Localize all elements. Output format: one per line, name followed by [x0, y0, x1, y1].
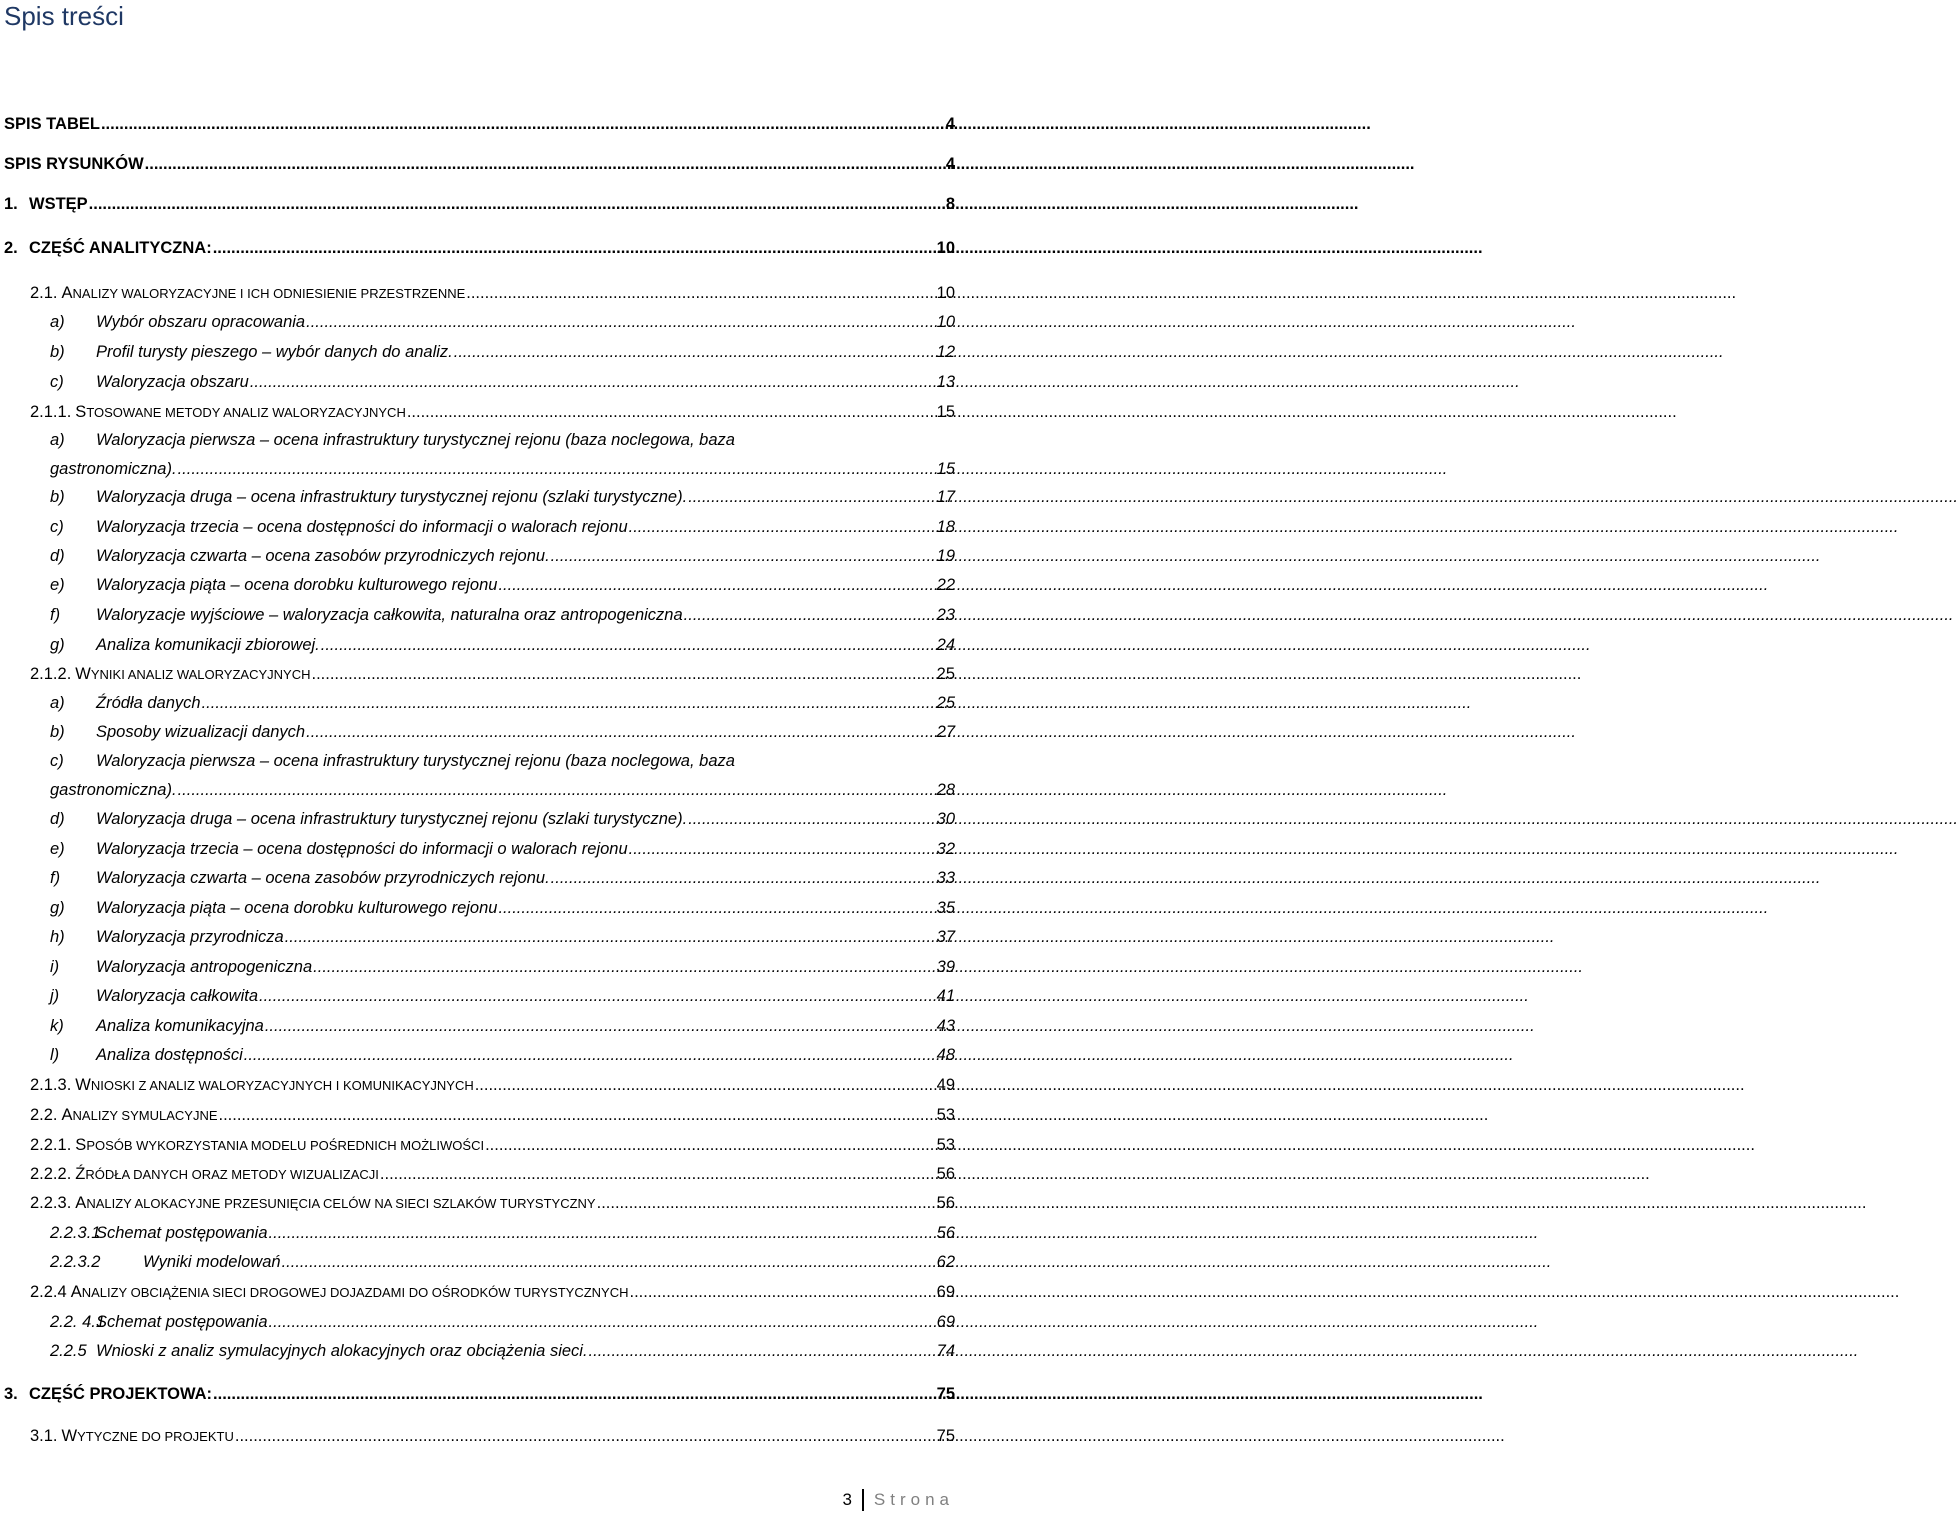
toc-entry-number: 2.	[4, 239, 18, 257]
toc-entry-number: g)	[50, 636, 65, 654]
toc-page-number: 53	[936, 1106, 955, 1124]
toc-entry-title: Analiza komunikacji zbiorowej.	[96, 636, 320, 654]
toc-entry-number: 3.1.	[30, 1427, 58, 1445]
toc-page-number: 22	[936, 576, 955, 594]
toc-entry-number: j)	[50, 987, 60, 1005]
toc-leader-dots	[688, 807, 935, 831]
toc-entry-title: CZĘŚĆ PROJEKTOWA:	[29, 1385, 213, 1403]
toc-entry-title: Sposoby wizualizacji danych	[96, 723, 306, 741]
toc-leader-dots	[235, 1424, 936, 1448]
toc-entry-title: Analiza dostępności	[96, 1046, 243, 1064]
toc-entry-number: 2.2. 4.1	[50, 1313, 106, 1331]
toc-entry-number: d)	[50, 810, 65, 828]
toc-entry-title-initial: Ź	[75, 1165, 86, 1183]
toc-entry-title: Waloryzacja piąta – ocena dorobku kulturowego rejonu	[96, 899, 498, 917]
toc-leader-dots	[265, 1014, 936, 1038]
toc-leader-dots	[213, 236, 936, 260]
toc-entry-title: Waloryzacja pierwsza – ocena infrastruktury turystycznej rejonu (baza noclegowa, baza	[96, 752, 735, 770]
toc-page-number: 69	[936, 1283, 955, 1301]
toc-page-number: 56	[936, 1165, 955, 1183]
footer-page-number: 3	[842, 1490, 852, 1509]
toc-entry[interactable]	[50, 1250, 955, 1274]
toc-entry[interactable]	[4, 152, 955, 176]
toc-entry-title-initial: W	[61, 1427, 78, 1445]
toc-page-number: 48	[936, 1046, 955, 1064]
toc-entry-title: WSTĘP	[29, 195, 88, 213]
page-title: Spis treści	[4, 1, 124, 31]
toc-entry-title: Schemat postępowania	[96, 1224, 268, 1242]
toc-entry-number: 2.1.2.	[30, 665, 72, 683]
toc-leader-dots	[219, 1103, 936, 1127]
toc-entry-title: Waloryzacja czwarta – ocena zasobów przyrodniczych rejonu.	[96, 869, 550, 887]
toc-entry[interactable]	[50, 720, 955, 744]
toc-entry[interactable]	[4, 236, 955, 260]
toc-leader-dots	[380, 1162, 936, 1186]
toc-entry-number: 2.2.1.	[30, 1136, 72, 1154]
toc-entry[interactable]	[50, 984, 955, 1008]
toc-entry[interactable]	[30, 400, 955, 424]
toc-leader-dots	[498, 896, 935, 920]
toc-page-number: 8	[945, 195, 955, 213]
toc-entry-title	[75, 400, 406, 425]
toc-entry-number: 3.	[4, 1385, 18, 1403]
toc-leader-dots	[597, 1191, 936, 1215]
toc-page-number: 35	[936, 899, 955, 917]
toc-entry-title	[75, 1133, 484, 1158]
toc-leader-dots	[244, 1043, 936, 1067]
toc-entry-title: Waloryzacja przyrodnicza	[96, 928, 284, 946]
toc-entry-title: Waloryzacje wyjściowe – waloryzacja całkowita, naturalna oraz antropogeniczna	[96, 606, 683, 624]
toc-page-number: 15	[936, 460, 955, 478]
toc-entry-line	[50, 749, 735, 773]
toc-entry[interactable]	[50, 1221, 955, 1245]
toc-page-number: 27	[936, 723, 955, 741]
toc-entry[interactable]	[50, 310, 955, 334]
toc-entry-number: 2.1.	[30, 284, 58, 302]
toc-entry-title: Waloryzacja czwarta – ocena zasobów przyrodniczych rejonu.	[96, 547, 550, 565]
toc-entry-title-rest: POSÓB WYKORZYSTANIA MODELU POŚREDNICH MOŻLIWOŚCI	[86, 1138, 485, 1153]
toc-entry-number: b)	[50, 723, 65, 741]
toc-entry-title: Analiza komunikacyjna	[96, 1017, 264, 1035]
toc-leader-dots	[269, 1310, 936, 1334]
toc-entry-title	[75, 662, 310, 687]
toc-page-number: 41	[936, 987, 955, 1005]
toc-entry-title: SPIS TABEL	[4, 115, 100, 133]
toc-entry-number: b)	[50, 488, 65, 506]
toc-page-number: 4	[945, 115, 955, 133]
toc-entry-number: 2.2.3.	[30, 1194, 72, 1212]
toc-leader-dots	[630, 1280, 936, 1304]
toc-entry-number: 1.	[4, 195, 18, 213]
toc-entry-number: a)	[50, 694, 65, 712]
toc-entry-number: a)	[50, 431, 65, 449]
toc-entry-title-continuation: gastronomiczna).	[50, 460, 177, 478]
toc-page-number: 17	[936, 488, 955, 506]
toc-page-number: 32	[936, 840, 955, 858]
toc-leader-dots	[145, 152, 945, 176]
toc-leader-dots	[213, 1382, 936, 1406]
toc-entry-title-initial: A	[61, 1106, 73, 1124]
toc-leader-dots	[629, 515, 936, 539]
toc-page-number: 25	[936, 694, 955, 712]
toc-entry-number: f)	[50, 606, 61, 624]
toc-entry[interactable]	[30, 281, 955, 305]
toc-entry-title-rest: NALIZY WALORYZACYJNE I ICH ODNIESIENIE PRZESTRZENNE	[72, 286, 466, 301]
toc-page-number: 56	[936, 1194, 955, 1212]
toc-entry[interactable]	[50, 603, 955, 627]
toc-entry-number: g)	[50, 899, 65, 917]
toc-entry-title	[75, 1073, 473, 1098]
toc-entry-title: Waloryzacja druga – ocena infrastruktury turystycznej rejonu (szlaki turystyczne).	[96, 488, 688, 506]
toc-entry-title-continuation: gastronomiczna).	[50, 781, 177, 799]
toc-entry-number: c)	[50, 373, 64, 391]
toc-page-number: 75	[936, 1385, 955, 1403]
toc-entry-title-rest: YTYCZNE DO PROJEKTU	[77, 1429, 234, 1444]
toc-page-number: 12	[936, 343, 955, 361]
toc-entry[interactable]	[50, 544, 955, 568]
toc-entry-number: 2.2.	[30, 1106, 58, 1124]
toc-entry[interactable]	[50, 370, 955, 394]
toc-entry-title	[75, 1191, 595, 1216]
toc-entry[interactable]	[30, 1162, 955, 1186]
toc-entry-title-initial: S	[75, 1136, 87, 1154]
toc-entry-title: CZĘŚĆ ANALITYCZNA:	[29, 239, 212, 257]
toc-page-number: 4	[945, 155, 955, 173]
toc-page-number: 53	[936, 1136, 955, 1154]
toc-entry-title: Źródła danych	[96, 694, 201, 712]
toc-page-number: 33	[936, 869, 955, 887]
toc-entry-number: 2.2.5	[50, 1342, 87, 1360]
toc-entry[interactable]	[50, 807, 955, 831]
table-of-contents	[0, 0, 960, 1513]
toc-entry-number: a)	[50, 313, 65, 331]
toc-entry-title-rest: YNIKI ANALIZ WALORYZACYJNYCH	[90, 667, 311, 682]
toc-leader-dots	[407, 400, 936, 424]
toc-page-number: 10	[936, 239, 955, 257]
toc-entry-title-initial: S	[75, 403, 87, 421]
toc-entry[interactable]	[50, 896, 955, 920]
toc-leader-dots	[311, 662, 935, 686]
toc-entry-title: Waloryzacja całkowita	[96, 987, 259, 1005]
toc-entry-number: f)	[50, 869, 61, 887]
toc-entry-number: b)	[50, 343, 65, 361]
toc-entry[interactable]	[30, 1191, 955, 1215]
toc-entry[interactable]	[30, 1424, 955, 1448]
toc-page-number: 24	[936, 636, 955, 654]
footer-page-label: Strona	[873, 1490, 954, 1509]
toc-entry-number: c)	[50, 518, 64, 536]
toc-leader-dots	[178, 778, 936, 802]
toc-entry-title: Waloryzacja obszaru	[96, 373, 249, 391]
toc-entry-title-initial: W	[75, 1076, 91, 1094]
toc-entry-title: SPIS RYSUNKÓW	[4, 155, 144, 173]
toc-page-number: 75	[936, 1427, 955, 1445]
toc-entry-title	[62, 1424, 234, 1449]
toc-page-number: 56	[936, 1224, 955, 1242]
toc-entry-title-initial: W	[75, 665, 91, 683]
toc-entry-number: 2.1.3.	[30, 1076, 72, 1094]
toc-entry-title: Waloryzacja trzecia – ocena dostępności do informacji o walorach rejonu	[96, 840, 628, 858]
toc-leader-dots	[688, 485, 935, 509]
toc-leader-dots	[498, 573, 935, 597]
page-footer	[842, 1488, 954, 1512]
toc-entry-number: 2.2.3.1	[50, 1224, 101, 1242]
toc-entry[interactable]	[4, 1382, 955, 1406]
toc-page-number: 69	[936, 1313, 955, 1331]
toc-entry[interactable]	[50, 837, 955, 861]
toc-entry[interactable]	[30, 1103, 955, 1127]
toc-entry-title	[75, 1162, 379, 1187]
toc-page-number: 30	[936, 810, 955, 828]
toc-entry-title-initial: A	[61, 284, 73, 302]
toc-entry[interactable]	[50, 515, 955, 539]
toc-entry-title-initial: A	[70, 1283, 82, 1301]
toc-leader-dots	[282, 1250, 936, 1274]
toc-leader-dots	[551, 544, 936, 568]
toc-leader-dots	[629, 837, 936, 861]
toc-entry[interactable]	[50, 925, 955, 949]
toc-entry-number: 2.1.1.	[30, 403, 72, 421]
toc-entry[interactable]	[50, 866, 955, 890]
toc-entry-title: Waloryzacja antropogeniczna	[96, 958, 313, 976]
toc-leader-dots	[466, 281, 935, 305]
toc-page-number: 25	[936, 665, 955, 683]
toc-entry-number: 2.2.3.2	[50, 1253, 101, 1271]
toc-entry-title-rest: TOSOWANE METODY ANALIZ WALORYZACYJNYCH	[86, 405, 406, 420]
toc-entry-title: Schemat postępowania	[96, 1313, 268, 1331]
toc-page-number: 49	[936, 1076, 955, 1094]
toc-leader-dots	[89, 192, 945, 216]
toc-entry-number: l)	[50, 1046, 60, 1064]
toc-leader-dots	[313, 955, 935, 979]
toc-entry-title-rest: NALIZY OBCIĄŻENIA SIECI DROGOWEJ DOJAZDAMI DO OŚRODKÓW TURYSTYCZNYCH	[81, 1285, 629, 1300]
toc-entry-title	[62, 1103, 218, 1128]
toc-entry[interactable]	[50, 1014, 955, 1038]
toc-leader-dots	[285, 925, 936, 949]
toc-entry-number: d)	[50, 547, 65, 565]
toc-entry-title: Wybór obszaru opracowania	[96, 313, 306, 331]
toc-entry[interactable]	[30, 1280, 955, 1304]
toc-leader-dots	[202, 691, 936, 715]
toc-leader-dots	[269, 1221, 936, 1245]
toc-page-number: 15	[936, 403, 955, 421]
toc-entry[interactable]	[50, 485, 955, 509]
toc-entry[interactable]	[50, 1339, 955, 1363]
toc-leader-dots	[101, 112, 945, 136]
toc-page-number: 18	[936, 518, 955, 536]
toc-entry-title: Waloryzacja druga – ocena infrastruktury turystycznej rejonu (szlaki turystyczne).	[96, 810, 688, 828]
toc-entry[interactable]	[4, 192, 955, 216]
toc-entry-line	[50, 428, 735, 452]
toc-entry[interactable]	[50, 457, 955, 481]
toc-entry-number: c)	[50, 752, 64, 770]
toc-entry[interactable]	[4, 112, 955, 136]
toc-entry[interactable]	[50, 573, 955, 597]
toc-entry-title: Waloryzacja pierwsza – ocena infrastruktury turystycznej rejonu (baza noclegowa, baza	[96, 431, 735, 449]
toc-entry-number: h)	[50, 928, 65, 946]
toc-page-number: 39	[936, 958, 955, 976]
toc-entry-title: Profil turysty pieszego – wybór danych do analiz.	[96, 343, 453, 361]
footer-separator	[862, 1489, 864, 1511]
toc-leader-dots	[321, 633, 936, 657]
toc-leader-dots	[589, 1339, 936, 1363]
toc-page-number: 19	[936, 547, 955, 565]
toc-entry[interactable]	[50, 778, 955, 802]
toc-page-number: 74	[936, 1342, 955, 1360]
toc-page-number: 10	[936, 284, 955, 302]
toc-leader-dots	[306, 720, 936, 744]
toc-entry-title-rest: RÓDŁA DANYCH ORAZ METODY WIZUALIZACJI	[85, 1167, 379, 1182]
toc-entry-number: e)	[50, 840, 65, 858]
toc-entry-title-rest: NALIZY ALOKACYJNE PRZESUNIĘCIA CELÓW NA SIECI SZLAKÓW TURYSTYCZNY	[86, 1196, 596, 1211]
toc-entry[interactable]	[50, 1310, 955, 1334]
toc-leader-dots	[684, 603, 936, 627]
toc-entry-title-initial: A	[75, 1194, 87, 1212]
toc-page-number: 13	[936, 373, 955, 391]
toc-entry-number: k)	[50, 1017, 64, 1035]
toc-entry[interactable]	[50, 633, 955, 657]
toc-page-number: 28	[936, 781, 955, 799]
toc-leader-dots	[250, 370, 936, 394]
toc-leader-dots	[454, 340, 936, 364]
toc-entry[interactable]	[50, 1043, 955, 1067]
toc-leader-dots	[551, 866, 936, 890]
toc-entry[interactable]	[30, 662, 955, 686]
toc-entry-title-rest: NALIZY SYMULACYJNE	[72, 1108, 218, 1123]
toc-page-number: 23	[936, 606, 955, 624]
toc-leader-dots	[259, 984, 936, 1008]
toc-entry[interactable]	[30, 1133, 955, 1157]
toc-leader-dots	[475, 1073, 936, 1097]
toc-entry[interactable]	[50, 340, 955, 364]
toc-entry[interactable]	[50, 955, 955, 979]
toc-entry-number: e)	[50, 576, 65, 594]
toc-entry-title-rest: NIOSKI Z ANALIZ WALORYZACYJNYCH I KOMUNIKACYJNYCH	[90, 1078, 474, 1093]
toc-entry-title: Waloryzacja trzecia – ocena dostępności do informacji o walorach rejonu	[96, 518, 628, 536]
toc-page-number: 43	[936, 1017, 955, 1035]
toc-page-number: 37	[936, 928, 955, 946]
toc-entry-title	[71, 1280, 629, 1305]
toc-entry-title: Waloryzacja piąta – ocena dorobku kulturowego rejonu	[96, 576, 498, 594]
toc-leader-dots	[178, 457, 936, 481]
toc-leader-dots	[306, 310, 936, 334]
toc-entry-title	[62, 281, 466, 306]
toc-entry-title: Wnioski z analiz symulacyjnych alokacyjnych oraz obciążenia sieci.	[96, 1342, 588, 1360]
toc-entry[interactable]	[50, 691, 955, 715]
toc-entry-number: 2.2.2.	[30, 1165, 72, 1183]
toc-entry[interactable]	[30, 1073, 955, 1097]
toc-entry-title: Wyniki modelowań	[143, 1253, 281, 1271]
toc-page-number: 62	[936, 1253, 955, 1271]
toc-entry-number: i)	[50, 958, 60, 976]
toc-page-number: 10	[936, 313, 955, 331]
toc-entry-number: 2.2.4	[30, 1283, 67, 1301]
toc-leader-dots	[485, 1133, 936, 1157]
